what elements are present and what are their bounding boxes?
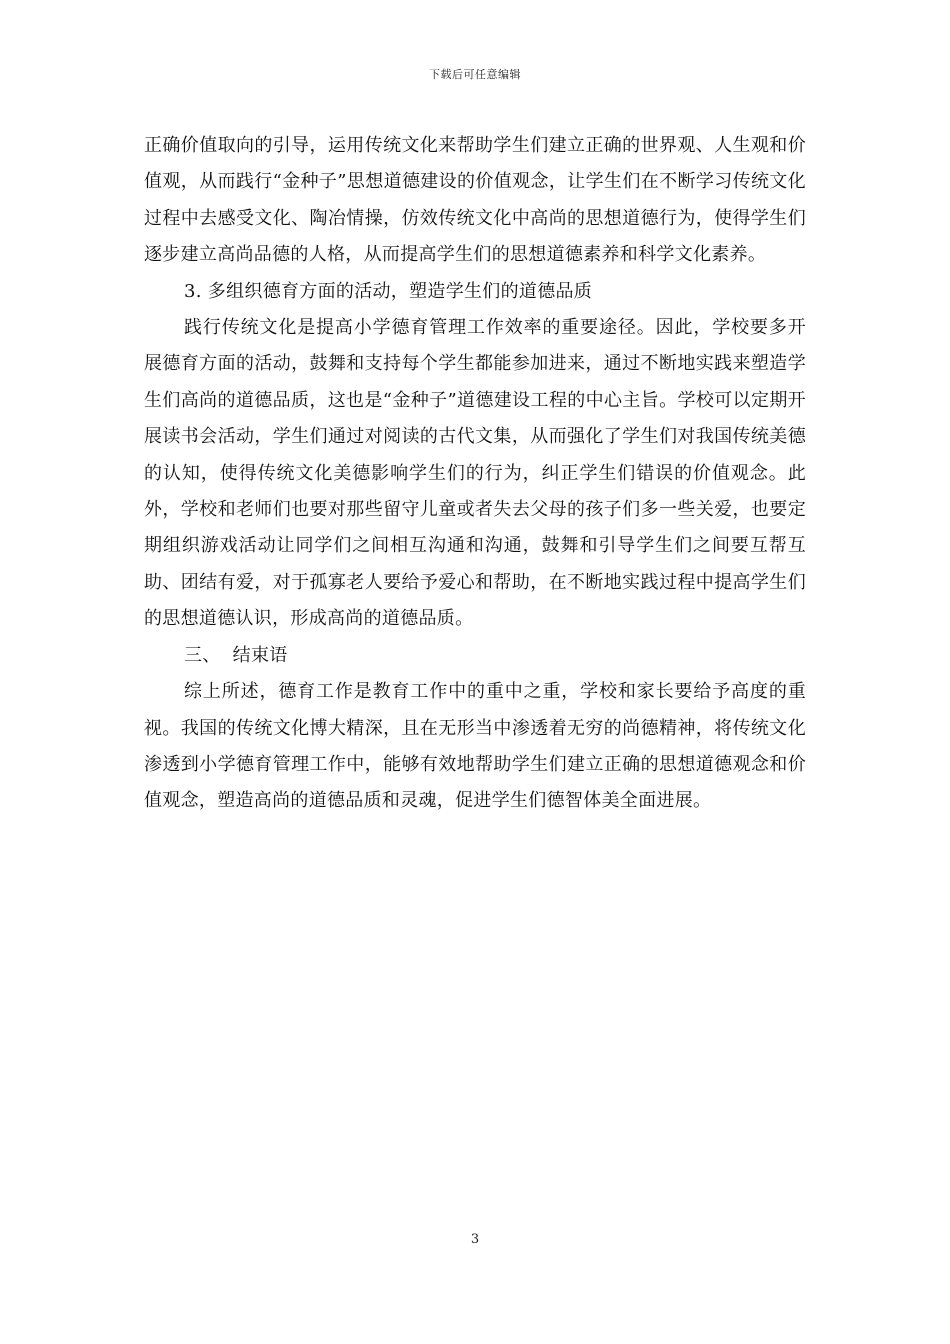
paragraph-activities: 践行传统文化是提高小学德育管理工作效率的重要途径。因此，学校要多开展德育方面的活动，鼓舞和支持每个学生都能参加进来，通过不断地实践来塑造学生们高尚的道德品质，这也是“金种子”道德建设工程的中心主旨。学校可以定期开展读书会活动，学生们通过对阅读的古代文集，从而强化了学生们对我国传统美德的认知，使得传统文化美德影响学生们的行为，纠正学生们错误的价值观念。此外，学校和老师们也要对那些留守儿童或者失去父母的孩子们多一些关爱，也要定期组织游戏活动让同学们之间相互沟通和沟通，鼓舞和引导学生们之间要互帮互助、团结有爱，对于孤寡老人要给予爱心和帮助，在不断地实践过程中提高学生们的思想道德认识，形成高尚的道德品质。 [144, 317, 806, 630]
page-header: 下载后可任意编辑 [429, 68, 521, 81]
document-body [144, 128, 806, 820]
paragraph-conclusion: 综上所述，德育工作是教育工作中的重中之重，学校和家长要给予高度的重视。我国的传统文化博大精深，且在无形当中渗透着无穷的尚德精神，将传统文化渗透到小学德育管理工作中，能够有效地帮助学生们建立正确的思想道德观念和价值观念，塑造高尚的道德品质和灵魂，促进学生们德智体美全面进展。 [144, 681, 806, 812]
section-heading-conclusion: 三、 结束语 [184, 644, 288, 666]
page-number: 3 [470, 1232, 480, 1247]
paragraph-continued: 正确价值取向的引导，运用传统文化来帮助学生们建立正确的世界观、人生观和价值观，从而践行“金种子”思想道德建设的价值观念，让学生们在不断学习传统文化过程中去感受文化、陶冶情操，仿效传统文化中高尚的思想道德行为，使得学生们逐步建立高尚品德的人格，从而提高学生们的思想道德素养和科学文化素养。 [144, 135, 806, 266]
section-heading-3: 3. 多组织德育方面的活动，塑造学生们的道德品质 [184, 280, 593, 302]
